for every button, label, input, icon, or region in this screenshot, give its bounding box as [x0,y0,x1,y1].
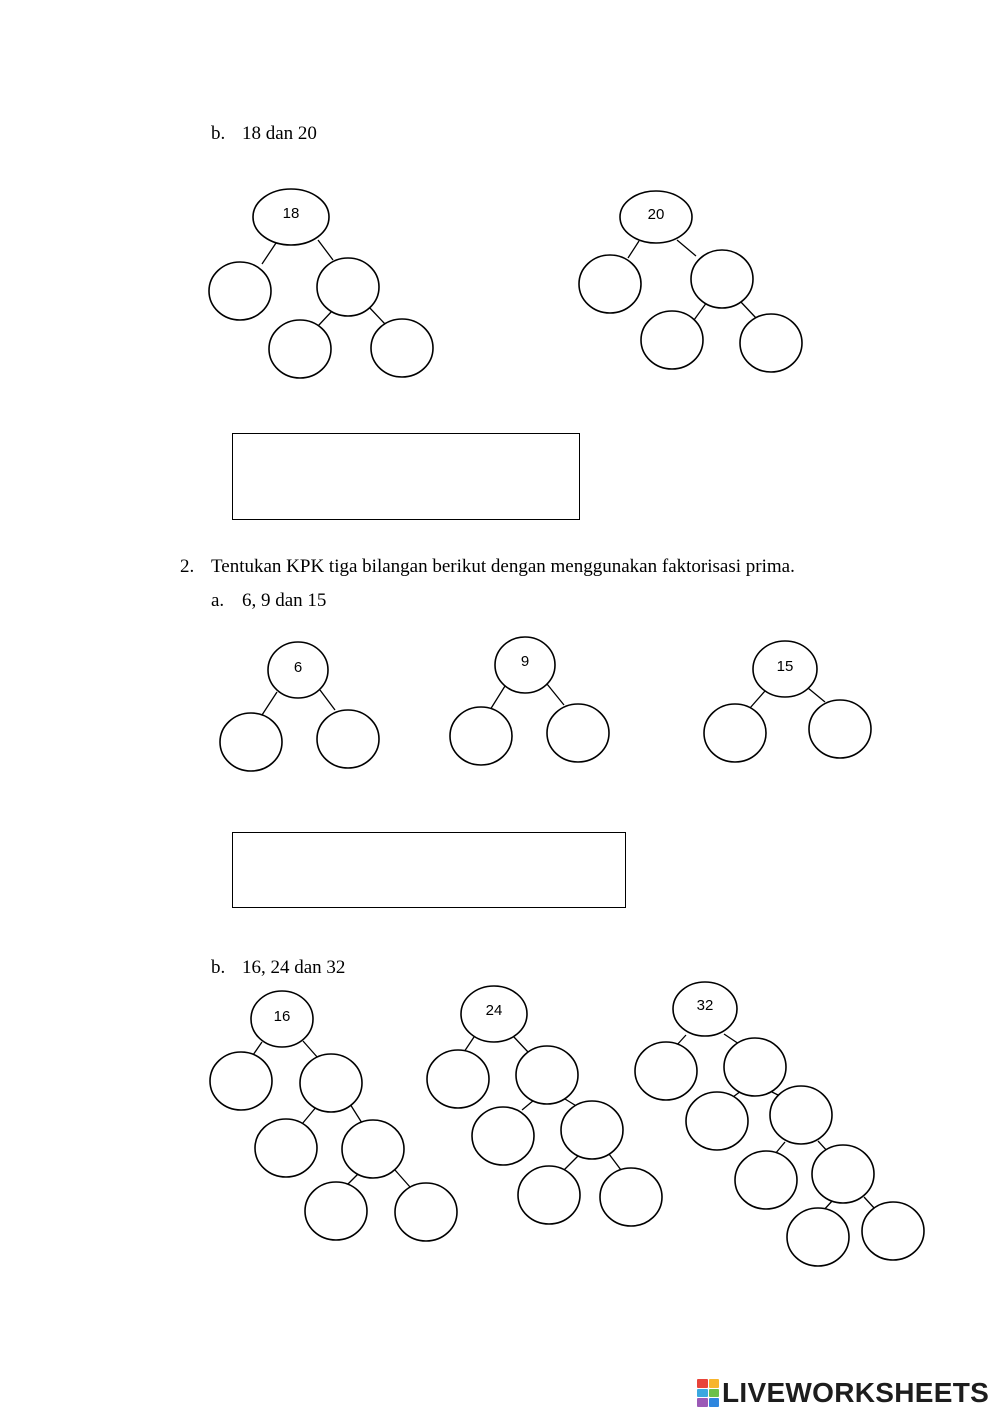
tree-node-blank[interactable] [787,1208,849,1266]
factor-tree-20 [579,191,802,372]
tree-node-blank[interactable] [547,704,609,762]
factor-tree-15 [704,641,871,762]
section-1b-label: 18 dan 20 [242,123,317,144]
factor-tree-18 [209,189,433,378]
tree-node-blank[interactable] [255,1119,317,1177]
section-1b-marker: b. [211,123,226,144]
tree-node-blank[interactable] [561,1101,623,1159]
factor-tree-6 [220,642,379,771]
tree-node-blank[interactable] [518,1166,580,1224]
tree-node-blank[interactable] [450,707,512,765]
tree-root-label: 9 [520,652,530,670]
tree-node-blank[interactable] [317,258,379,316]
factor-tree-16 [210,991,457,1241]
tree-node-blank[interactable] [472,1107,534,1165]
tree-node-blank[interactable] [395,1183,457,1241]
tree-node-blank[interactable] [371,319,433,377]
tree-node-blank[interactable] [740,314,802,372]
section-2a-marker: a. [211,590,225,611]
tree-root-label: 18 [282,204,300,222]
factor-tree-24 [427,986,662,1226]
tree-node-blank[interactable] [600,1168,662,1226]
tree-node-blank[interactable] [220,713,282,771]
liveworksheets-logo[interactable] [697,1376,989,1410]
tree-node-blank[interactable] [724,1038,786,1096]
tree-node-blank[interactable] [691,250,753,308]
tree-node-blank[interactable] [686,1092,748,1150]
logo-text: LIVEWORKSHEETS [722,1377,990,1408]
factor-tree-32 [635,982,924,1266]
liveworksheets-logo-icon [697,1379,719,1407]
tree-node-blank[interactable] [809,700,871,758]
section-2a-label: 6, 9 dan 15 [242,590,327,611]
tree-node-blank[interactable] [210,1052,272,1110]
tree-root-label: 20 [647,205,665,223]
tree-node-blank[interactable] [641,311,703,369]
tree-node-blank[interactable] [269,320,331,378]
question-2-text: Tentukan KPK tiga bilangan berikut dengan menggunakan faktorisasi prima. [211,556,795,577]
tree-node-blank[interactable] [516,1046,578,1104]
tree-node-blank[interactable] [317,710,379,768]
tree-node-blank[interactable] [300,1054,362,1112]
tree-root-label: 16 [273,1007,291,1025]
tree-root-label: 15 [776,657,794,675]
tree-node-blank[interactable] [635,1042,697,1100]
section-2b-marker: b. [211,957,226,978]
tree-node-blank[interactable] [770,1086,832,1144]
tree-node-blank[interactable] [862,1202,924,1260]
tree-root-label: 24 [485,1001,503,1019]
section-2b-label: 16, 24 dan 32 [242,957,346,978]
tree-node-blank[interactable] [427,1050,489,1108]
tree-node-blank[interactable] [735,1151,797,1209]
tree-node-blank[interactable] [342,1120,404,1178]
tree-node-blank[interactable] [579,255,641,313]
tree-root-label: 6 [293,658,303,676]
question-2-number: 2. [180,556,195,577]
tree-root-label: 32 [696,996,714,1014]
tree-node-blank[interactable] [812,1145,874,1203]
tree-node-blank[interactable] [305,1182,367,1240]
tree-node-blank[interactable] [209,262,271,320]
tree-node-blank[interactable] [704,704,766,762]
factor-tree-9 [450,637,609,765]
